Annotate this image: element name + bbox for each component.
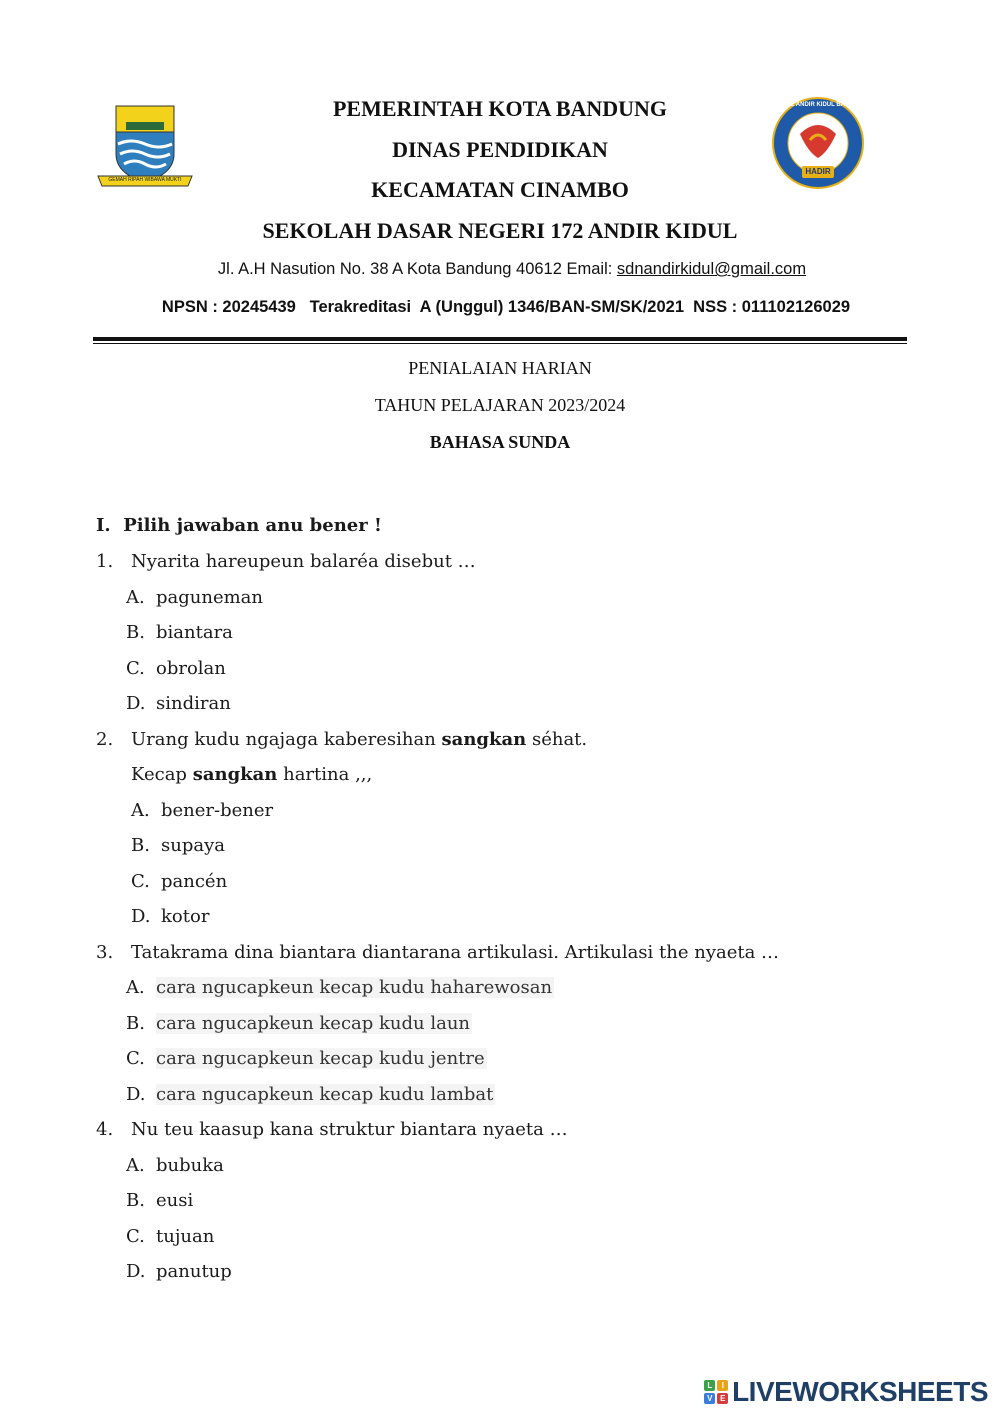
school-logo-ring-text: SDN 172 ANDIR KIDUL BANDUNG <box>770 102 868 108</box>
email-link[interactable]: sdnandirkidul@gmail.com <box>616 260 807 278</box>
liveworksheets-icon <box>704 1380 728 1404</box>
question-text: Urang kudu ngajaga kaberesihan sangkan séhat. <box>131 729 588 750</box>
option-text[interactable]: cara ngucapkeun kecap kudu lambat <box>156 1084 494 1105</box>
option-letter: A. <box>126 1155 145 1176</box>
option-letter: C. <box>126 1048 145 1069</box>
option-text[interactable]: eusi <box>156 1190 194 1211</box>
section-instruction: I. Pilih jawaban anu bener ! <box>96 515 382 536</box>
keyword-bold: sangkan <box>192 764 278 785</box>
option-text[interactable]: obrolan <box>156 658 226 679</box>
option-letter: B. <box>131 835 150 856</box>
header-department: DINAS PENDIDIKAN <box>392 137 608 162</box>
question-text: Nu teu kaasup kana struktur biantara nyaeta … <box>131 1119 568 1140</box>
liveworksheets-watermark <box>704 1376 988 1408</box>
school-logo-banner-text: HADIR <box>805 167 831 176</box>
header-government: PEMERINTAH KOTA BANDUNG <box>332 96 668 121</box>
assessment-title: PENIALAIAN HARIAN <box>408 358 592 378</box>
option-text[interactable]: biantara <box>156 622 233 643</box>
option-text[interactable]: sindiran <box>156 693 231 714</box>
grid-letter: E <box>717 1393 728 1404</box>
option-text[interactable]: tujuan <box>156 1226 215 1247</box>
option-text[interactable]: supaya <box>161 835 225 856</box>
option-letter: D. <box>126 693 146 714</box>
question-number: 4. <box>96 1119 114 1140</box>
header-accreditation: NPSN : 20245439 Terakreditasi A (Unggul) 1346/BAN-SM/SK/2021 NSS : 011102126029 <box>161 298 851 316</box>
option-letter: B. <box>126 622 145 643</box>
option-text[interactable]: bener-bener <box>161 800 274 821</box>
option-letter: A. <box>131 800 150 821</box>
grid-letter: L <box>704 1380 715 1391</box>
option-letter: B. <box>126 1013 145 1034</box>
option-letter: C. <box>126 1226 145 1247</box>
grid-letter: I <box>717 1380 728 1391</box>
option-letter: A. <box>126 977 145 998</box>
option-text[interactable]: cara ngucapkeun kecap kudu laun <box>156 1013 471 1034</box>
question-subtext: Kecap sangkan hartina ,,, <box>131 764 373 785</box>
keyword-bold: sangkan <box>441 729 527 750</box>
question-text: Tatakrama dina biantara diantarana artikulasi. Artikulasi the nyaeta … <box>131 942 780 963</box>
option-letter: D. <box>126 1261 146 1282</box>
option-text[interactable]: pancén <box>161 871 228 892</box>
address-text: Jl. A.H Nasution No. 38 A Kota Bandung 40612 Email: <box>217 260 617 278</box>
option-letter: A. <box>126 587 145 608</box>
option-letter: C. <box>126 658 145 679</box>
option-letter: B. <box>126 1190 145 1211</box>
option-letter: D. <box>131 906 151 927</box>
subject-title: BAHASA SUNDA <box>429 432 571 452</box>
grid-letter: V <box>704 1393 715 1404</box>
question-number: 1. <box>96 551 114 572</box>
question-number: 2. <box>96 729 114 750</box>
question-text: Nyarita hareupeun balaréa disebut … <box>131 551 476 572</box>
header-address <box>12 260 1000 279</box>
question-number: 3. <box>96 942 114 963</box>
academic-year: TAHUN PELAJARAN 2023/2024 <box>374 395 626 415</box>
option-letter: C. <box>131 871 150 892</box>
liveworksheets-text: LIVEWORKSHEETS <box>732 1376 988 1407</box>
header-divider-thin <box>93 343 907 344</box>
option-text[interactable]: panutup <box>156 1261 232 1282</box>
header-school-name: SEKOLAH DASAR NEGERI 172 ANDIR KIDUL <box>262 218 738 243</box>
option-letter: D. <box>126 1084 146 1105</box>
option-text[interactable]: bubuka <box>156 1155 224 1176</box>
option-text[interactable]: kotor <box>161 906 210 927</box>
option-text[interactable]: cara ngucapkeun kecap kudu haharewosan <box>156 977 553 998</box>
header-divider-thick <box>93 337 907 341</box>
option-text[interactable]: paguneman <box>156 587 264 608</box>
header-district: KECAMATAN CINAMBO <box>371 177 629 202</box>
emblem-motto: GEMAH RIPAH WIBAWA MUKTI <box>108 177 182 183</box>
option-text[interactable]: cara ngucapkeun kecap kudu jentre <box>156 1048 485 1069</box>
